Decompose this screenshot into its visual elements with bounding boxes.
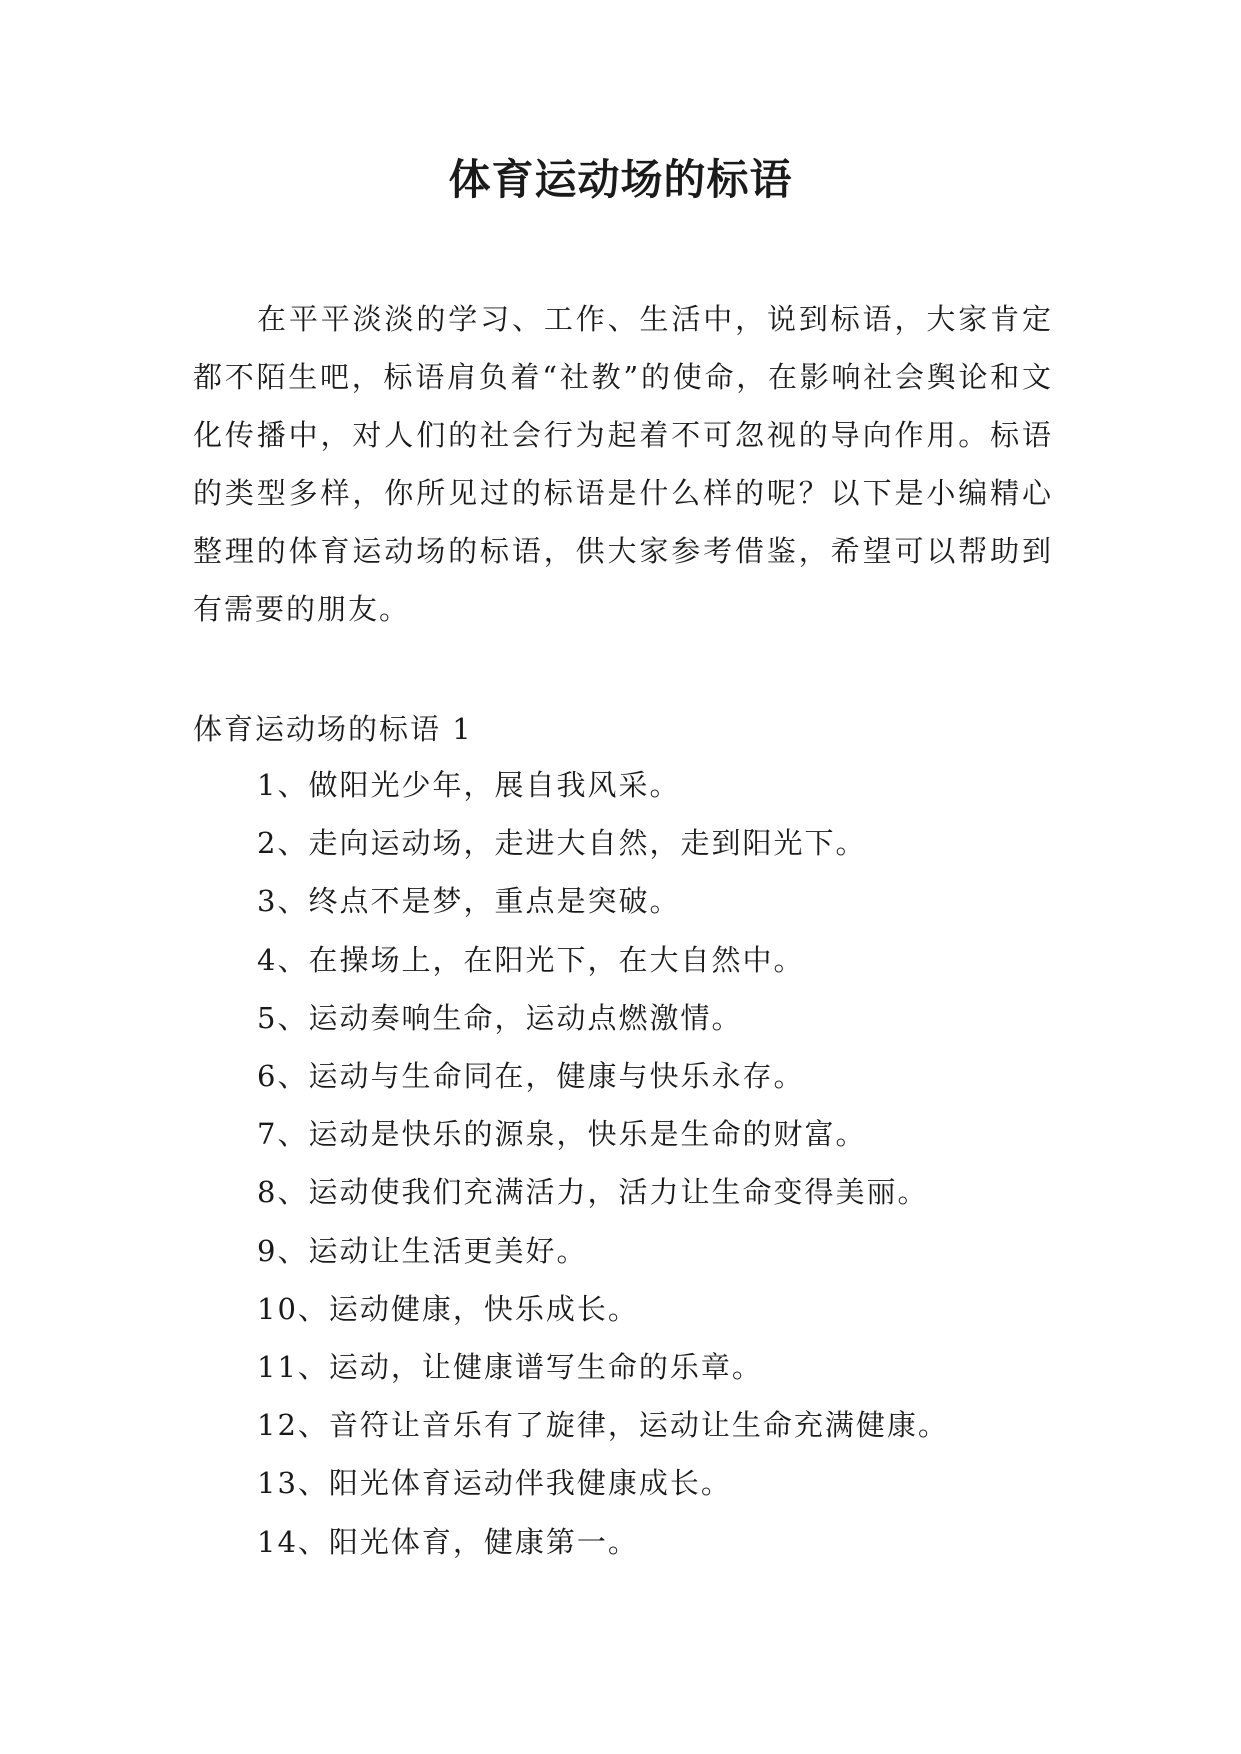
section-heading: 体育运动场的标语 1 [193, 712, 473, 746]
list-item: 11、运动，让健康谱写生命的乐章。 [257, 1350, 763, 1385]
list-item: 2、走向运动场，走进大自然，走到阳光下。 [257, 826, 867, 861]
list-item: 13、阳光体育运动伴我健康成长。 [257, 1466, 732, 1501]
list-item: 12、音符让音乐有了旋律，运动让生命充满健康。 [257, 1408, 949, 1443]
list-item: 9、运动让生活更美好。 [257, 1233, 588, 1268]
list-item: 4、在操场上，在阳光下，在大自然中。 [257, 942, 805, 977]
list-item: 6、运动与生命同在，健康与快乐永存。 [257, 1059, 805, 1094]
intro-paragraph: 在平平淡淡的学习、工作、生活中，说到标语，大家肯定都不陌生吧，标语肩负着“社教”的使命，在影响社会舆论和文化传播中，对人们的社会行为起着不可忽视的导向作用。标语的类型多样，你所见过的标语是什么样的呢？以下是小编精心整理的体育运动场的标语，供大家参考借鉴，希望可以帮助到有需要的朋友。 [193, 302, 1053, 626]
list-item: 3、终点不是梦，重点是突破。 [257, 884, 681, 919]
list-item: 8、运动使我们充满活力，活力让生命变得美丽。 [257, 1175, 929, 1210]
list-item: 5、运动奏响生命，运动点燃激情。 [257, 1000, 743, 1035]
list-item: 1、做阳光少年，展自我风采。 [257, 768, 681, 802]
list-item: 14、阳光体育，健康第一。 [257, 1524, 639, 1559]
page-title: 体育运动场的标语 [448, 155, 793, 204]
list-item: 7、运动是快乐的源泉，快乐是生命的财富。 [257, 1117, 867, 1152]
slogan-list [257, 756, 1057, 1571]
list-item: 10、运动健康，快乐成长。 [257, 1291, 639, 1326]
